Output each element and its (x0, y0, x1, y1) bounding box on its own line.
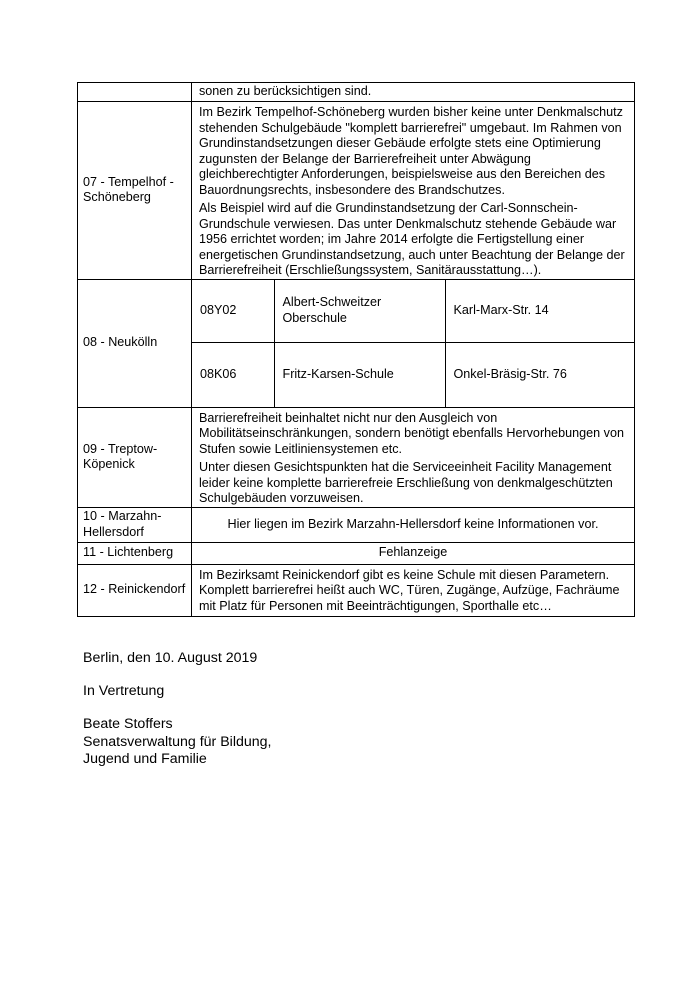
district-cell: 09 - Treptow-Köpenick (78, 407, 192, 507)
table-row (78, 507, 635, 542)
table-row (78, 407, 635, 507)
paragraph: Im Bezirksamt Reinickendorf gibt es keine Schule mit diesen Parametern. Komplett barrierefrei heißt auch WC, Türen, Zugänge, Aufzüge, Fachräume mit Platz für Personen mit Beeinträchtigungen, Sporthalle etc… (199, 567, 620, 613)
school-code: 08K06 (192, 343, 274, 407)
signatory-org: Jugend und Familie (83, 751, 207, 767)
table-row (78, 542, 635, 564)
continued-text: sonen zu berücksichtigen sind. (199, 84, 372, 98)
district-cell: 11 - Lichtenberg (78, 542, 192, 564)
schools-table (192, 280, 635, 407)
signature-role: In Vertretung (83, 683, 165, 699)
table-row (192, 280, 635, 343)
school-address: Karl-Marx-Str. 14 (453, 303, 549, 317)
school-name: Albert-Schweitzer Oberschule (274, 280, 445, 343)
content-cell (192, 407, 635, 507)
district-cell: 08 - Neukölln (78, 279, 192, 407)
table-row (192, 343, 635, 407)
district-cell: 12 - Reinickendorf (78, 564, 192, 616)
school-name: Fritz-Karsen-Schule (274, 343, 445, 407)
school-code: 08Y02 (192, 280, 274, 343)
content-cell: Fehlanzeige (192, 542, 635, 564)
signatory-org: Senatsverwaltung für Bildung, (83, 733, 272, 750)
table-row (78, 279, 635, 407)
content-cell (192, 83, 635, 102)
paragraph: Als Beispiel wird auf die Grundinstandsetzung der Carl-Sonnschein-Grundschule verwiesen. Das unter Denkmalschutz stehende Gebäude war 1956 errichtet worden; im Jahre 2014 erfolgte die Fertigstellung einer energetischen Grundinstandsetzung, auch unter Beachtung der Belange der Barrierefreiheit (Erschließungssystem, Sanitärausstattung…). (199, 201, 625, 277)
district-cell: 10 - Marzahn-Hellersdorf (78, 507, 192, 542)
signatory-name: Beate Stoffers (83, 716, 173, 732)
signature-block (83, 716, 272, 769)
district-table (77, 82, 635, 617)
school-address: Onkel-Bräsig-Str. 76 (445, 343, 635, 407)
district-cell (78, 83, 192, 102)
table-row (78, 83, 635, 102)
date-line: Berlin, den 10. August 2019 (83, 650, 258, 666)
content-cell: Hier liegen im Bezirk Marzahn-Hellersdorf keine Informationen vor. (192, 507, 635, 542)
paragraph: Im Bezirk Tempelhof-Schöneberg wurden bisher keine unter Denkmalschutz stehenden Schulgebäude "komplett barrierefrei" umgebaut. Im Rahmen von Grundinstandsetzungen dieser Gebäude erfolgte stets eine Optimierung zugunsten der Belange der Barrierefreiheit unter Abwägung gleichberechtigter Anforderungen, beispielsweise aus den Bereichen des Bauordnungsrechts, insbesondere des Brandschutzes. (199, 105, 623, 197)
schools-cell (192, 279, 635, 407)
paragraph: Barrierefreiheit beinhaltet nicht nur den Ausgleich von Mobilitätseinschränkungen, sondern benötigt ebenfalls Hervorhebungen von Stufen sowie Leitliniensystemen etc. (199, 410, 624, 456)
paragraph: Unter diesen Gesichtspunkten hat die Serviceeinheit Facility Management leider keine komplette barrierefreie Erschließung von denkmalgeschützten Schulgebäuden vorzuweisen. (199, 460, 613, 505)
content-cell (192, 564, 635, 616)
table-row (78, 564, 635, 616)
table-row (78, 102, 635, 280)
content-cell (192, 102, 635, 280)
district-cell: 07 - Tempelhof - Schöneberg (78, 102, 192, 280)
